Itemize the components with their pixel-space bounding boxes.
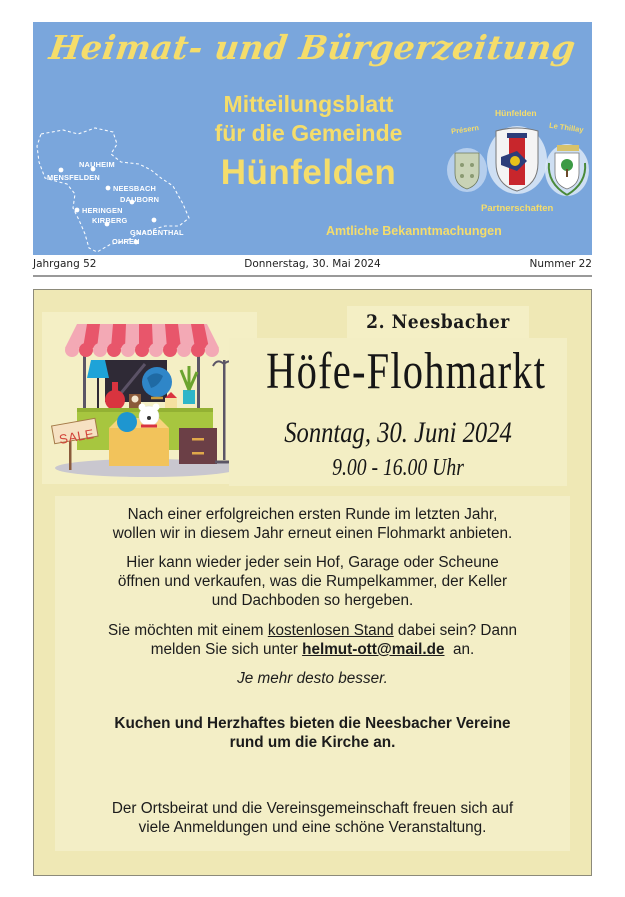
registration-paragraph	[55, 621, 570, 659]
announcement-body	[55, 496, 570, 851]
details-line-3: und Dachboden so hergeben.	[211, 592, 414, 609]
details-line-1: Hier kann wieder jeder sein Hof, Garage oder Scheune	[126, 554, 499, 571]
issue-info-bar	[33, 258, 592, 274]
flea-market-announcement	[33, 289, 592, 876]
event-date: Sonntag, 30. Juni 2024	[284, 416, 512, 449]
partner-label-left: Présern	[450, 123, 480, 136]
coats-of-arms-icon	[443, 105, 592, 215]
illustration-panel	[42, 312, 257, 484]
partner-label-center: Hünfelden	[495, 108, 537, 118]
issue-volume: Jahrgang 52	[33, 258, 97, 270]
issue-number: Nummer 22	[529, 258, 592, 270]
map-label-gnadenthal: GNADENTHAL	[130, 228, 184, 237]
event-title: Höfe-Flohmarkt	[266, 343, 547, 400]
sale-sign-label: SALE	[57, 426, 96, 447]
kicker-panel	[347, 306, 529, 338]
free-stand-emphasis: kostenlosen Stand	[267, 622, 394, 639]
newspaper-masthead	[33, 22, 592, 255]
contact-email-link[interactable]: helmut-ott@mail.de	[302, 641, 445, 658]
official-notices-label: Amtliche Bekanntmachungen	[326, 224, 502, 238]
registration-text: Sie möchten mit einem	[107, 622, 268, 639]
closing-line-2: viele Anmeldungen und eine schöne Veranstaltung.	[138, 819, 487, 836]
map-label-kirberg: KIRBERG	[92, 216, 128, 225]
masthead-subtitle-line1: Mitteilungsblatt	[223, 91, 394, 117]
registration-text-cont: dabei sein? Dann	[393, 622, 518, 639]
details-line-2: öffnen und verkaufen, was die Rumpelkammer, der Keller	[117, 573, 508, 590]
event-kicker: 2. Neesbacher	[366, 311, 510, 333]
map-label-mensfelden: MENSFELDEN	[47, 173, 100, 182]
newspaper-title: Heimat- und Bürgerzeitung	[46, 28, 579, 67]
catering-paragraph	[55, 714, 570, 752]
catering-line-1: Kuchen und Herzhaftes bieten die Neesbacher Vereine	[114, 715, 511, 732]
issue-date: Donnerstag, 30. Mai 2024	[244, 258, 381, 270]
municipality-name: Hünfelden	[220, 153, 397, 192]
closing-paragraph	[55, 799, 570, 837]
closing-line-1: Der Ortsbeirat und die Vereinsgemeinschaft freuen sich auf	[111, 800, 514, 817]
map-label-nauheim: NAUHEIM	[79, 160, 115, 169]
market-stall-icon	[47, 320, 252, 480]
header-divider	[33, 275, 592, 277]
partner-label-right: Le Thillay	[548, 120, 585, 135]
intro-line-2: wollen wir in diesem Jahr erneut einen Flohmarkt anbieten.	[112, 525, 513, 542]
masthead-subtitle-line2: für die Gemeinde	[214, 120, 403, 146]
map-label-ohren: OHREN	[112, 237, 140, 246]
intro-paragraph	[55, 505, 570, 543]
registration-suffix: an.	[444, 641, 475, 658]
map-label-heringen: HERINGEN	[82, 206, 123, 215]
map-label-neesbach: NEESBACH	[113, 184, 157, 193]
catering-line-2: rund um die Kirche an.	[229, 734, 396, 751]
details-paragraph	[55, 553, 570, 610]
map-label-dauborn: DAUBORN	[120, 195, 160, 204]
partnerships-emblems	[443, 105, 592, 225]
motto-text: Je mehr desto besser.	[237, 670, 388, 687]
partnerships-caption: Partnerschaften	[481, 203, 554, 214]
registration-prefix: melden Sie sich unter	[150, 641, 303, 658]
event-time: 9.00 - 16.00 Uhr	[332, 455, 464, 481]
intro-line-1: Nach einer erfolgreichen ersten Runde im letzten Jahr,	[127, 506, 498, 523]
title-panel	[229, 338, 567, 486]
